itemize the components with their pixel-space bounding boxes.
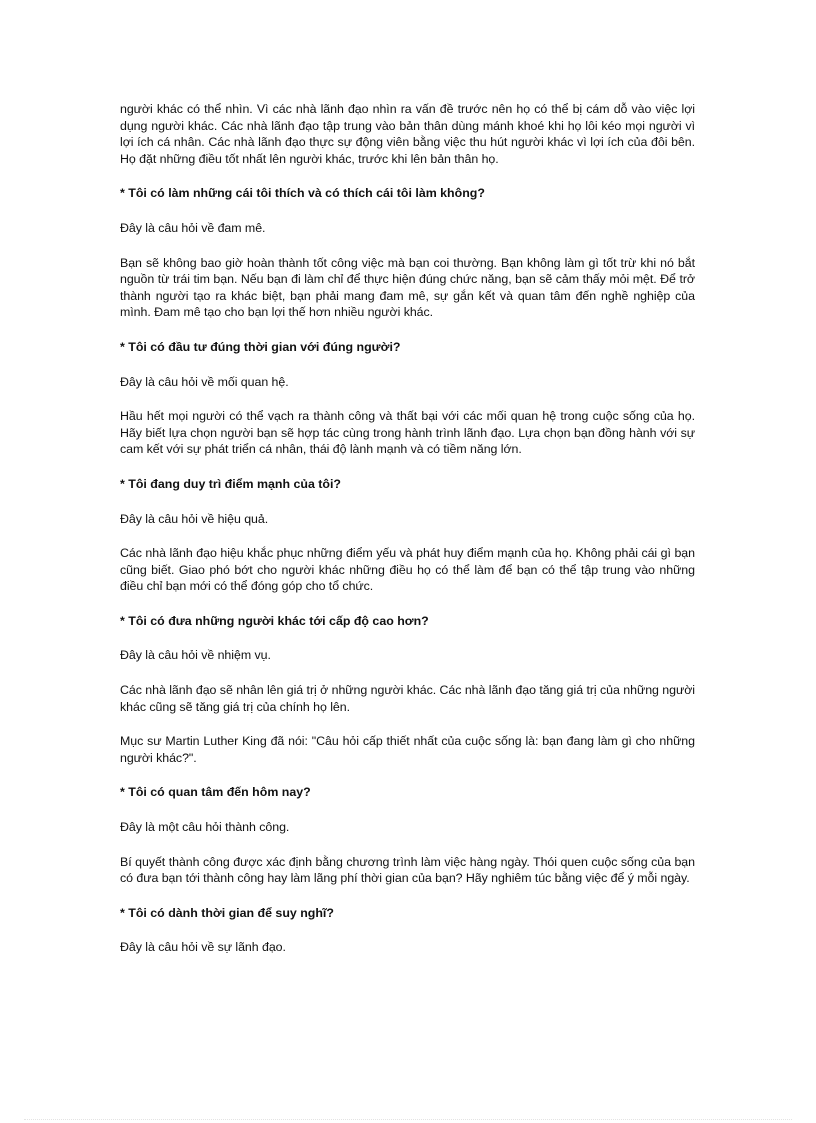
paragraph: Đây là câu hỏi về hiệu quả. [120,511,269,526]
paragraph: Đây là câu hỏi về sự lãnh đạo. [120,940,286,955]
paragraph: Bí quyết thành công được xác định bằng chương trình làm việc hàng ngày. Thói quen cuộc sống của bạn có đưa bạn tới thành công hay làm lãng phí thời gian của bạn? Hãy nghiêm túc bằng việc để ý mỗi ngày. [120,854,695,886]
page-bottom-divider [24,1119,792,1120]
question-heading: * Tôi có đưa những người khác tới cấp độ cao hơn? [120,613,429,628]
paragraph: Đây là câu hỏi về mối quan hệ. [120,374,289,389]
paragraph: Các nhà lãnh đạo sẽ nhân lên giá trị ở những người khác. Các nhà lãnh đạo tăng giá trị của những người khác cũng sẽ tăng giá trị của chính họ lên. [120,683,695,714]
paragraph: Đây là câu hỏi về nhiệm vụ. [120,648,271,663]
question-heading: * Tôi đang duy trì điểm mạnh của tôi? [120,476,341,491]
paragraph: Mục sư Martin Luther King đã nói: "Câu hỏi cấp thiết nhất của cuộc sống là: bạn đang làm gì cho những người khác?". [120,734,695,765]
document-body [120,101,695,974]
question-heading: * Tôi có đầu tư đúng thời gian với đúng người? [120,339,401,354]
question-heading: * Tôi có quan tâm đến hôm nay? [120,785,311,800]
paragraph: Hầu hết mọi người có thể vạch ra thành công và thất bại với các mối quan hệ trong cuộc sống của họ. Hãy biết lựa chọn người bạn sẽ hợp tác cùng trong hành trình lãnh đạo. Lựa chọn bạn đồng hành với sự cam kết với sự phát triển cá nhân, thái độ lành mạnh và có tiềm năng lớn. [120,409,695,457]
paragraph: người khác có thể nhìn. Vì các nhà lãnh đạo nhìn ra vấn đề trước nên họ có thể bị cám dỗ vào việc lợi dụng người khác. Các nhà lãnh đạo tập trung vào bản thân dùng mánh khoé khi họ lôi kéo mọi người vì lợi ích cá nhân. Các nhà lãnh đạo thực sự động viên bằng việc thu hút người khác vì lợi ích của đôi bên. Họ đặt những điều tốt nhất lên người khác, trước khi lên bản thân họ. [120,102,695,166]
question-heading: * Tôi có làm những cái tôi thích và có thích cái tôi làm không? [120,186,485,201]
question-heading: * Tôi có dành thời gian để suy nghĩ? [120,905,334,920]
paragraph: Các nhà lãnh đạo hiệu khắc phục những điểm yếu và phát huy điểm mạnh của họ. Không phải cái gì bạn cũng biết. Giao phó bớt cho người khác những điều họ có thể làm để bạn có thể tập trung vào những điều chỉ bạn mới có thể đóng góp cho tổ chức. [120,546,695,594]
paragraph: Bạn sẽ không bao giờ hoàn thành tốt công việc mà bạn coi thường. Bạn không làm gì tốt trừ khi nó bắt nguồn từ trái tim bạn. Nếu bạn đi làm chỉ để thực hiện đúng chức năng, bạn sẽ cảm thấy mỏi mệt. Để trở thành người tạo ra khác biệt, bạn phải mang đam mê, sự gắn kết và quan tâm đến nghề nghiệp của mình. Đam mê tạo cho bạn lợi thế hơn nhiều người khác. [120,255,695,320]
paragraph: Đây là một câu hỏi thành công. [120,820,290,835]
paragraph: Đây là câu hỏi về đam mê. [120,220,266,235]
